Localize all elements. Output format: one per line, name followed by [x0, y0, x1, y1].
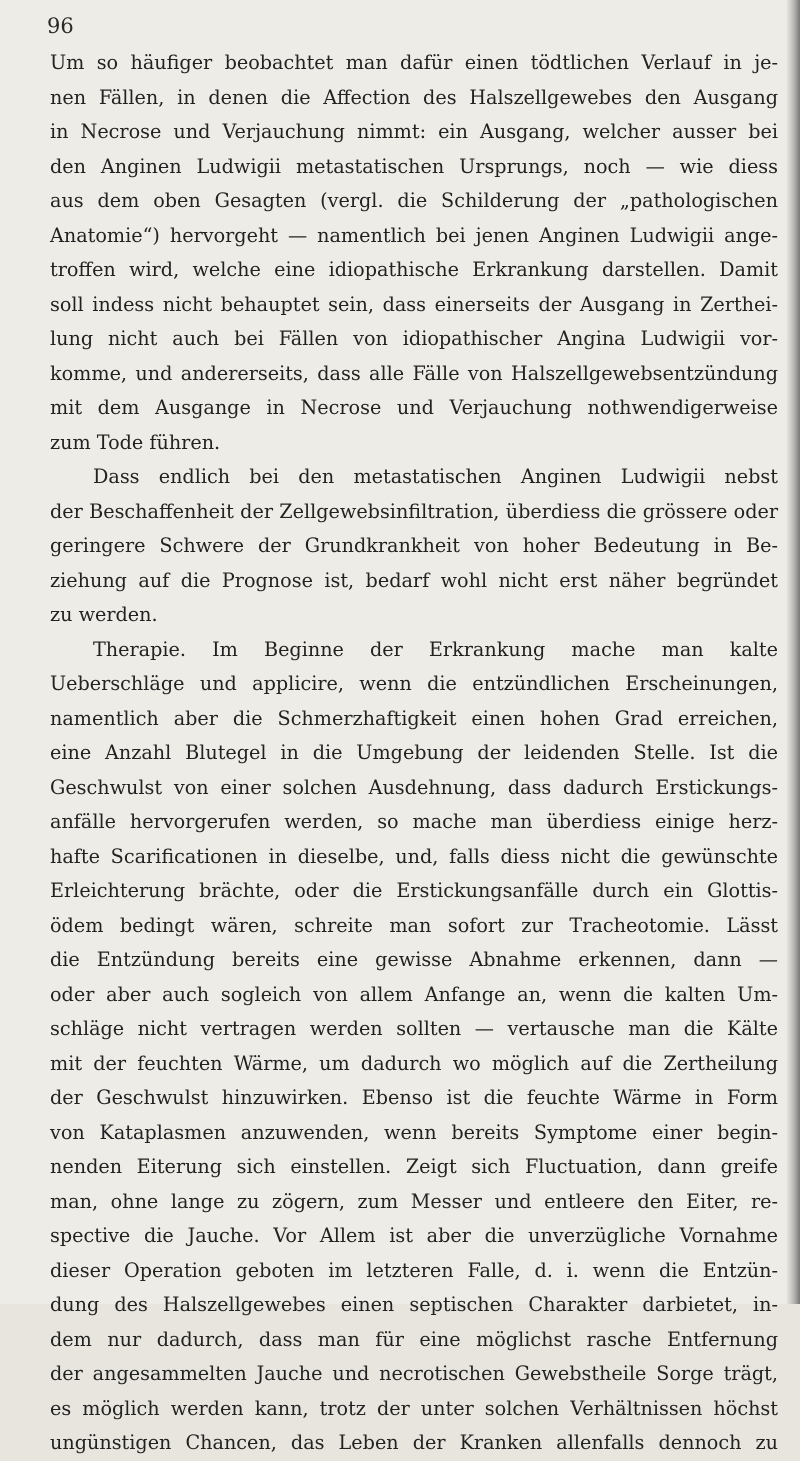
text-line: mit der feuchten Wärme, um dadurch wo möglich auf die Zertheilung: [50, 1051, 778, 1075]
text-line: die Entzündung bereits eine gewisse Abnahme erkennen, dann —: [50, 948, 778, 971]
text-line: Ueberschläge und applicire, wenn die entzündlichen Erscheinungen,: [50, 672, 778, 695]
text-line: man, ohne lange zu zögern, zum Messer und entleere den Eiter, re-: [50, 1189, 778, 1213]
text-line: troffen wird, welche eine idiopathische Erkrankung darstellen. Damit: [50, 258, 778, 281]
text-line: Um so häufiger beobachtet man dafür einen tödtlichen Verlauf in je-: [50, 51, 778, 74]
text-line: ungünstigen Chancen, das Leben der Kranken allenfalls dennoch zu: [50, 1431, 778, 1454]
text-line: der Geschwulst hinzuwirken. Ebenso ist die feuchte Wärme in Form: [50, 1086, 778, 1109]
text-line: namentlich aber die Schmerzhaftigkeit einen hohen Grad erreichen,: [50, 706, 778, 730]
text-line: zum Tode führen.: [50, 430, 221, 454]
text-line: dung des Halszellgewebes einen septischen Charakter darbietet, in-: [50, 1293, 778, 1316]
text-line: oder aber auch sogleich von allem Anfange an, wenn die kalten Um-: [50, 982, 778, 1006]
text-line: nenden Eiterung sich einstellen. Zeigt sich Fluctuation, dann greife: [50, 1155, 778, 1178]
text-line: mit dem Ausgange in Necrose und Verjauchung nothwendigerweise: [50, 396, 778, 419]
text-line: der angesammelten Jauche und necrotischen Gewebstheile Sorge trägt,: [50, 1362, 778, 1385]
text-line: Erleichterung brächte, oder die Erstickungsanfälle durch ein Glottis-: [50, 879, 778, 902]
text-line: anfälle hervorgerufen werden, so mache man überdiess einige herz-: [50, 810, 778, 833]
text-line: geringere Schwere der Grundkrankheit von hoher Bedeutung in Be-: [50, 534, 778, 557]
text-line: der Beschaffenheit der Zellgewebsinfiltration, überdiess die grössere oder: [50, 499, 778, 523]
body-text: [50, 46, 778, 1461]
text-line: zu werden.: [50, 603, 158, 626]
text-line: ziehung auf die Prognose ist, bedarf wohl nicht erst näher begründet: [50, 568, 778, 592]
text-line: es möglich werden kann, trotz der unter solchen Verhältnissen höchst: [50, 1396, 778, 1420]
text-line: schläge nicht vertragen werden sollten — vertausche man die Kälte: [50, 1017, 778, 1040]
page-edge-shadow: [786, 0, 800, 1304]
text-line: eine Anzahl Blutegel in die Umgebung der leidenden Stelle. Ist die: [50, 741, 778, 764]
text-line: Dass endlich bei den metastatischen Anginen Ludwigii nebst: [93, 465, 778, 488]
text-line: komme, und andererseits, dass alle Fälle von Halszellgewebsentzündung: [50, 361, 778, 385]
text-line: von Kataplasmen anzuwenden, wenn bereits Symptome einer begin-: [50, 1120, 778, 1144]
text-line: hafte Scarificationen in dieselbe, und, falls diess nicht die gewünschte: [50, 844, 778, 868]
text-line: Anatomie“) hervorgeht — namentlich bei jenen Anginen Ludwigii ange-: [50, 223, 778, 247]
text-line: aus dem oben Gesagten (vergl. die Schilderung der „pathologischen: [50, 189, 778, 212]
page-number: 96: [47, 14, 74, 38]
text-line: Geschwulst von einer solchen Ausdehnung, dass dadurch Erstickungs-: [50, 775, 778, 799]
text-line: soll indess nicht behauptet sein, dass einerseits der Ausgang in Zerthei-: [50, 292, 778, 316]
text-line: spective die Jauche. Vor Allem ist aber die unverzügliche Vornahme: [50, 1224, 778, 1247]
text-line: ödem bedingt wären, schreite man sofort zur Tracheotomie. Lässt: [50, 913, 778, 937]
text-line: Therapie. Im Beginne der Erkrankung mache man kalte: [93, 637, 778, 661]
text-line: in Necrose und Verjauchung nimmt: ein Ausgang, welcher ausser bei: [50, 120, 778, 143]
text-line: den Anginen Ludwigii metastatischen Ursprungs, noch — wie diess: [50, 154, 778, 178]
text-line: dieser Operation geboten im letzteren Falle, d. i. wenn die Entzün-: [50, 1258, 778, 1282]
text-line: nen Fällen, in denen die Affection des Halszellgewebes den Ausgang: [50, 85, 778, 109]
text-line: dem nur dadurch, dass man für eine möglichst rasche Entfernung: [50, 1327, 778, 1351]
text-line: lung nicht auch bei Fällen von idiopathischer Angina Ludwigii vor-: [50, 327, 778, 350]
